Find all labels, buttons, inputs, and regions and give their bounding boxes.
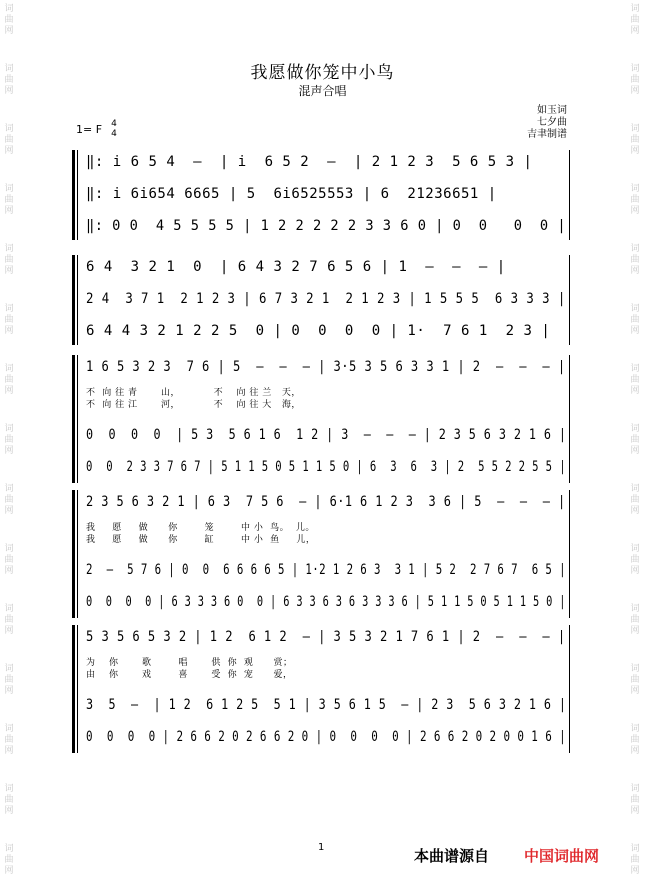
- system-brace: [72, 490, 75, 618]
- bass-line: 6 4 4 3 2 1 2 2 5 0 | 0 0 0 0 | 1· 7 6 1 2 3 |: [86, 323, 551, 339]
- score-title: 我愿做你笼中小鸟: [250, 63, 395, 83]
- watermark-right-3: 词曲网: [630, 124, 640, 156]
- system-bracket: [77, 355, 78, 483]
- time-signature-bottom: 4: [111, 129, 117, 139]
- bass-line: 0 0 0 0 | 6 3 3 3 6 0 0 | 6 3 3 6 3 6 3 3 3 6 | 5 1 1 5 0 5 1 1 5 0 |: [86, 594, 566, 610]
- watermark-right-7: 词曲网: [630, 364, 640, 396]
- watermark-left-2: 词曲网: [4, 64, 14, 96]
- watermark-left-15: 词曲网: [4, 844, 14, 876]
- watermark-right-8: 词曲网: [630, 424, 640, 456]
- system-end-barline: [569, 150, 570, 240]
- watermark-left-6: 词曲网: [4, 304, 14, 336]
- soprano-line: 2 3 5 6 3 2 1 | 6 3 7 5 6 — | 6·1 6 1 2 3 3 6 | 5 — — — |: [86, 494, 566, 510]
- score-system-1: [72, 150, 570, 240]
- system-bracket: [77, 625, 78, 753]
- system-bracket: [77, 490, 78, 618]
- source-label: 本曲谱源自: [414, 847, 490, 865]
- watermark-left-12: 词曲网: [4, 664, 14, 696]
- watermark-right-11: 词曲网: [630, 604, 640, 636]
- soprano-line: 5 3 5 6 5 3 2 | 1 2 6 1 2 — | 3 5 3 2 1 7 6 1 | 2 — — — |: [86, 629, 566, 645]
- watermark-right-5: 词曲网: [630, 244, 640, 276]
- bass-line: ‖: 0 0 4 5 5 5 5 | 1 2 2 2 2 2 3 3 6 0 | 0 0 0 0 |: [86, 218, 567, 234]
- system-end-barline: [569, 490, 570, 618]
- watermark-left-10: 词曲网: [4, 544, 14, 576]
- soprano-line: 6 4 3 2 1 0 | 6 4 3 2 7 6 5 6 | 1 — — — |: [86, 259, 506, 275]
- watermark-right-12: 词曲网: [630, 664, 640, 696]
- watermark-left-4: 词曲网: [4, 184, 14, 216]
- system-bracket: [77, 150, 78, 240]
- watermark-left-8: 词曲网: [4, 424, 14, 456]
- lyrics-verse-2: 由 你 戏 喜 受 你 宠 爱，: [86, 670, 293, 680]
- watermark-left-14: 词曲网: [4, 784, 14, 816]
- watermark-left-3: 词曲网: [4, 124, 14, 156]
- watermark-right-15: 词曲网: [630, 844, 640, 876]
- system-end-barline: [569, 625, 570, 753]
- composer-credit: 七夕曲: [537, 117, 567, 128]
- watermark-right-10: 词曲网: [630, 544, 640, 576]
- score-subtitle: 混声合唱: [298, 84, 347, 98]
- watermark-left-7: 词曲网: [4, 364, 14, 396]
- watermark-right-2: 词曲网: [630, 64, 640, 96]
- watermark-left-13: 词曲网: [4, 724, 14, 756]
- watermark-left-5: 词曲网: [4, 244, 14, 276]
- alto-line: 0 0 0 0 | 5 3 5 6 1 6 1 2 | 3 — — — | 2 3 5 6 3 2 1 6 |: [86, 427, 567, 443]
- lyrics-verse-1: 不 向 往 青 山， 不 向 往 兰 天，: [86, 388, 301, 398]
- score-system-4: [72, 490, 570, 618]
- lyrics-verse-1: 为 你 歌 唱 供 你 观 赏；: [86, 658, 293, 668]
- alto-line: 2 — 5 7 6 | 0 0 6 6 6 6 5 | 1·2 1 2 6 3 3 1 | 5 2 2 7 6 7 6 5 |: [86, 562, 567, 578]
- watermark-right-6: 词曲网: [630, 304, 640, 336]
- system-end-barline: [569, 355, 570, 483]
- system-brace: [72, 355, 75, 483]
- watermark-left-1: 词曲网: [4, 4, 14, 36]
- watermark-right-9: 词曲网: [630, 484, 640, 516]
- bass-line: 0 0 0 0 | 2 6 6 2 0 2 6 6 2 0 | 0 0 0 0 | 2 6 6 2 0 2 0 0 1 6 |: [86, 729, 567, 745]
- watermark-left-9: 词曲网: [4, 484, 14, 516]
- page-number: 1: [318, 842, 325, 853]
- lyrics-verse-1: 我 愿 做 你 笼 中 小 鸟。 儿。: [86, 523, 315, 533]
- alto-line: 2 4 3 7 1 2 1 2 3 | 6 7 3 2 1 2 1 2 3 | 1 5 5 5 6 3 3 3 |: [86, 291, 566, 307]
- watermark-right-1: 词曲网: [630, 4, 640, 36]
- score-system-5: [72, 625, 570, 753]
- site-name-link[interactable]: 中国词曲网: [524, 847, 600, 865]
- watermark-right-4: 词曲网: [630, 184, 640, 216]
- score-system-3: [72, 355, 570, 483]
- watermark-right-13: 词曲网: [630, 724, 640, 756]
- score-system-2: [72, 255, 570, 345]
- alto-line: 3 5 — | 1 2 6 1 2 5 5 1 | 3 5 6 1 5 — | 2 3 5 6 3 2 1 6 |: [86, 697, 567, 713]
- bass-line: 0 0 2 3 3 7 6 7 | 5 1 1 5 0 5 1 1 5 0 | 6 3 6 3 | 2 5 5 2 2 5 5 |: [86, 459, 566, 475]
- soprano-line: 1 6 5 3 2 3 7 6 | 5 — — — | 3·5 3 5 6 3 3 1 | 2 — — — |: [86, 359, 566, 375]
- alto-line: ‖: i 6i654 6665 | 5 6i6525553 | 6 21236651 |: [86, 186, 497, 202]
- time-signature-top: 4: [111, 119, 117, 129]
- soprano-line: ‖: i 6 5 4 — | i 6 5 2 — | 2 1 2 3 5 6 5 3 |: [86, 154, 533, 170]
- arranger-credit: 吉聿制谱: [527, 129, 567, 140]
- key-signature: 1= F: [76, 123, 103, 136]
- system-end-barline: [569, 255, 570, 345]
- watermark-left-11: 词曲网: [4, 604, 14, 636]
- system-bracket: [77, 255, 78, 345]
- system-brace: [72, 625, 75, 753]
- lyrics-verse-2: 不 向 往 江 河， 不 向 往 大 海，: [86, 400, 301, 410]
- lyrics-verse-2: 我 愿 做 你 缸 中 小 鱼 儿，: [86, 535, 316, 545]
- lyricist-credit: 如玉词: [537, 105, 567, 116]
- system-brace: [72, 255, 75, 345]
- system-brace: [72, 150, 75, 240]
- watermark-right-14: 词曲网: [630, 784, 640, 816]
